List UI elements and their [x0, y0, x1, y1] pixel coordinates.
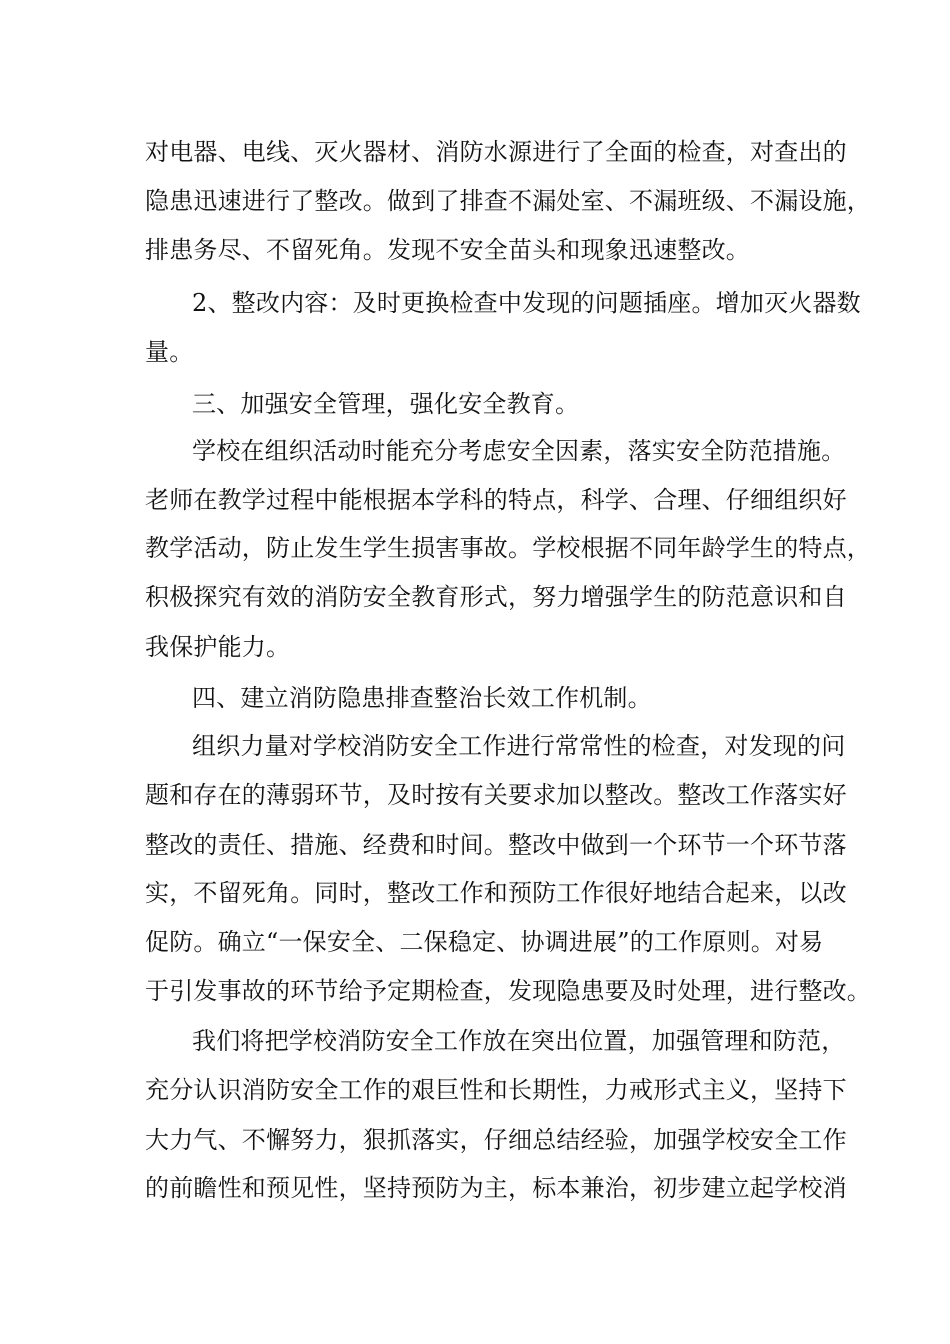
section-heading: 三、加强安全管理，强化安全教育。 — [192, 390, 580, 418]
body-text-line: 积极探究有效的消防安全教育形式，努力增强学生的防范意识和自 — [145, 583, 847, 611]
body-text-line: 排患务尽、不留死角。发现不安全苗头和现象迅速整改。 — [145, 236, 750, 264]
paragraph-first-line: 组织力量对学校消防安全工作进行常常性的检查，对发现的问 — [192, 732, 846, 760]
body-text-line: 充分认识消防安全工作的艰巨性和长期性，力戒形式主义，坚持下 — [145, 1076, 847, 1104]
body-text-line: 老师在教学过程中能根据本学科的特点，科学、合理、仔细组织好 — [145, 486, 847, 514]
body-text-line: 大力气、不懈努力，狠抓落实，仔细总结经验，加强学校安全工作 — [145, 1126, 847, 1154]
body-text-line: 于引发事故的环节给予定期检查，发现隐患要及时处理，进行整改。 — [145, 977, 871, 1005]
body-text-line: 整改的责任、措施、经费和时间。整改中做到一个环节一个环节落 — [145, 831, 847, 859]
paragraph-first-line: 我们将把学校消防安全工作放在突出位置，加强管理和防范， — [192, 1027, 846, 1055]
body-text-line: 对电器、电线、灭火器材、消防水源进行了全面的检查，对查出的 — [145, 138, 847, 166]
section-heading: 四、建立消防隐患排查整治长效工作机制。 — [192, 684, 652, 712]
body-text-line: 实，不留死角。同时，整改工作和预防工作很好地结合起来，以改 — [145, 879, 847, 907]
body-text-line: 量。 — [145, 338, 194, 366]
body-text-line: 促防。确立“一保安全、二保稳定、协调进展”的工作原则。对易 — [145, 928, 824, 956]
body-text-line: 题和存在的薄弱环节，及时按有关要求加以整改。整改工作落实好 — [145, 781, 847, 809]
body-text-line: 的前瞻性和预见性，坚持预防为主，标本兼治，初步建立起学校消 — [145, 1174, 847, 1202]
paragraph-first-line: 学校在组织活动时能充分考虑安全因素，落实安全防范措施。 — [192, 437, 846, 465]
body-text-line: 隐患迅速进行了整改。做到了排查不漏处室、不漏班级、不漏设施， — [145, 187, 871, 215]
paragraph-first-line: 2、整改内容：及时更换检查中发现的问题插座。增加灭火器数 — [192, 289, 861, 317]
body-text-line: 教学活动，防止发生学生损害事故。学校根据不同年龄学生的特点， — [145, 534, 871, 562]
body-text-line: 我保护能力。 — [145, 633, 291, 661]
